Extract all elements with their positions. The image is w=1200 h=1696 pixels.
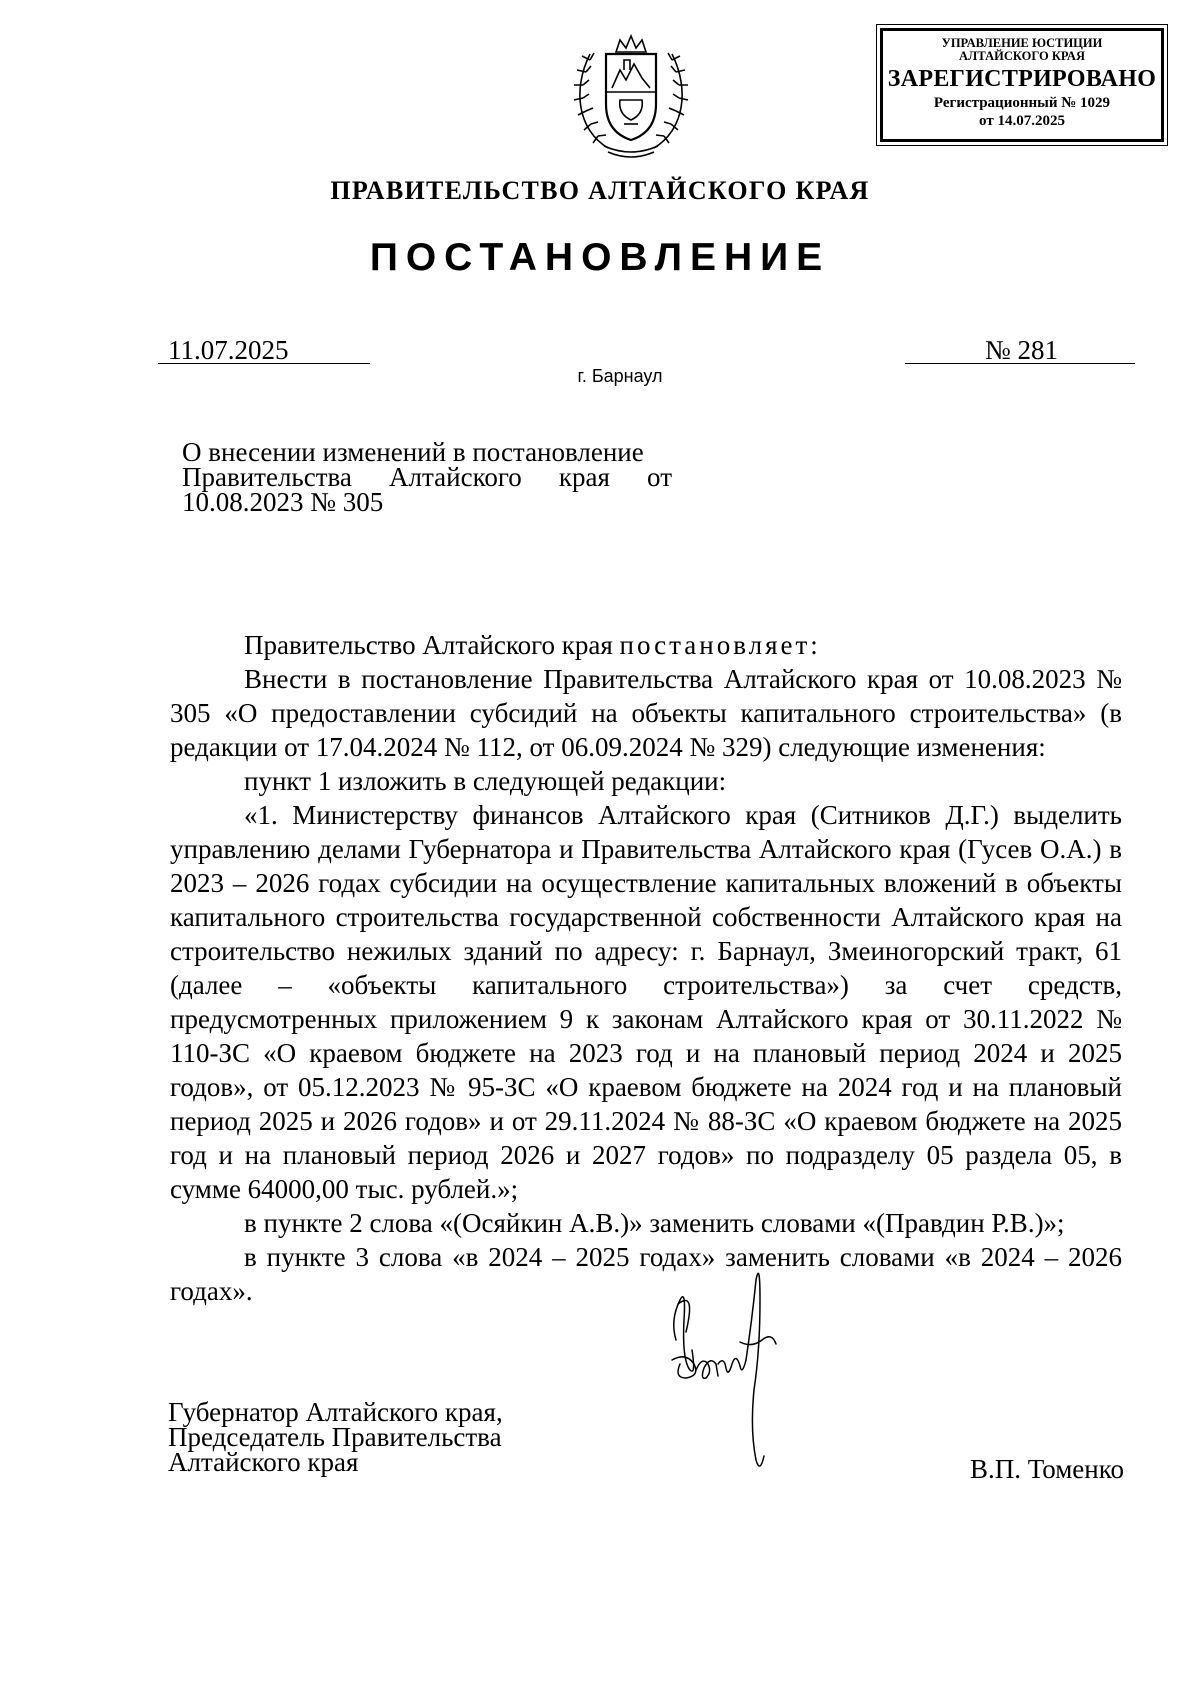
body-paragraph-1: Внести в постановление Правительства Алтайского края от 10.08.2023 № 305 «О предоставлении субсидий на объекты капитального строительства» (в редакции от 17.04.2024 № 112, от 06.09.2024 № 329) следующие изменения:: [170, 664, 1122, 762]
body-paragraph-2: пункт 1 изложить в следующей редакции:: [244, 766, 727, 796]
body-paragraph-4: в пункте 2 слова «(Осяйкин А.В.)» заменить словами «(Правдин Р.В.)»;: [244, 1208, 1065, 1238]
position-line3: Алтайского края: [168, 1447, 359, 1477]
intro-decree-word: постановляет: [619, 630, 811, 660]
signatory-name: В.П. Томенко: [970, 1454, 1124, 1484]
date-underline: [158, 363, 370, 364]
body-paragraph-3: «1. Министерству финансов Алтайского края (Ситников Д.Г.) выделить управлению делами Губернатора и Правительства Алтайского края (Гусев О.А.) в 2023 – 2026 годах субсидии на осуществление капитальных вложений в объекты капитального строительства государственной собственности Алтайского края на строительство нежилых зданий по адресу: г. Барнаул, Змеиногорский тракт, 61 (далее – «объекты капитального строительства») за счет средств, предусмотренных приложением 9 к законам Алтайского края от 30.11.2022 № 110-ЗС «О краевом бюджете на 2023 год и на плановый период 2024 и 2025 годов», от 05.12.2023 № 95-ЗС «О краевом бюджете на 2024 год и на плановый период 2025 и 2026 годов» и от 29.11.2024 № 88-ЗС «О краевом бюджете на 2025 год и на плановый период 2026 и 2027 годов» по подразделу 05 раздела 05, в сумме 64000,00 тыс. рублей.»;: [170, 800, 1122, 1204]
stamp-status: ЗАРЕГИСТРИРОВАНО: [887, 66, 1157, 92]
stamp-reg-date: от 14.07.2025: [979, 113, 1065, 129]
handwritten-signature: [656, 1260, 801, 1475]
intro-suffix: :: [810, 630, 818, 660]
registration-stamp: [880, 28, 1164, 142]
coat-of-arms-emblem: [568, 30, 694, 162]
subject-line3: 10.08.2023 № 305: [182, 487, 384, 517]
stamp-authority-line2: АЛТАЙСКОГО КРАЯ: [959, 49, 1085, 63]
subject-line2: Правительства Алтайского края от: [182, 462, 672, 492]
subject-line1: О внесении изменений в постановление: [182, 437, 644, 467]
document-body: [170, 628, 1122, 1308]
body-paragraph-5: в пункте 3 слова «в 2024 – 2025 годах» заменить словами «в 2024 – 2026 годах».: [170, 1242, 1122, 1306]
government-title: ПРАВИТЕЛЬСТВО АЛТАЙСКОГО КРАЯ: [330, 176, 870, 205]
document-subject: [182, 437, 672, 517]
document-date: 11.07.2025: [168, 335, 289, 365]
intro-prefix: Правительство Алтайского края: [244, 630, 620, 660]
position-line2: Председатель Правительства: [168, 1422, 502, 1452]
document-type: ПОСТАНОВЛЕНИЕ: [369, 236, 831, 279]
number-underline: [905, 363, 1135, 364]
stamp-authority-line1: УПРАВЛЕНИЕ ЮСТИЦИИ: [941, 36, 1103, 50]
body-intro: [170, 628, 1122, 662]
signatory-position: [168, 1397, 503, 1477]
document-city: г. Барнаул: [577, 366, 663, 386]
stamp-reg-number: Регистрационный № 1029: [933, 95, 1111, 111]
position-line1: Губернатор Алтайского края,: [168, 1397, 503, 1427]
document-number: № 281: [985, 335, 1059, 365]
